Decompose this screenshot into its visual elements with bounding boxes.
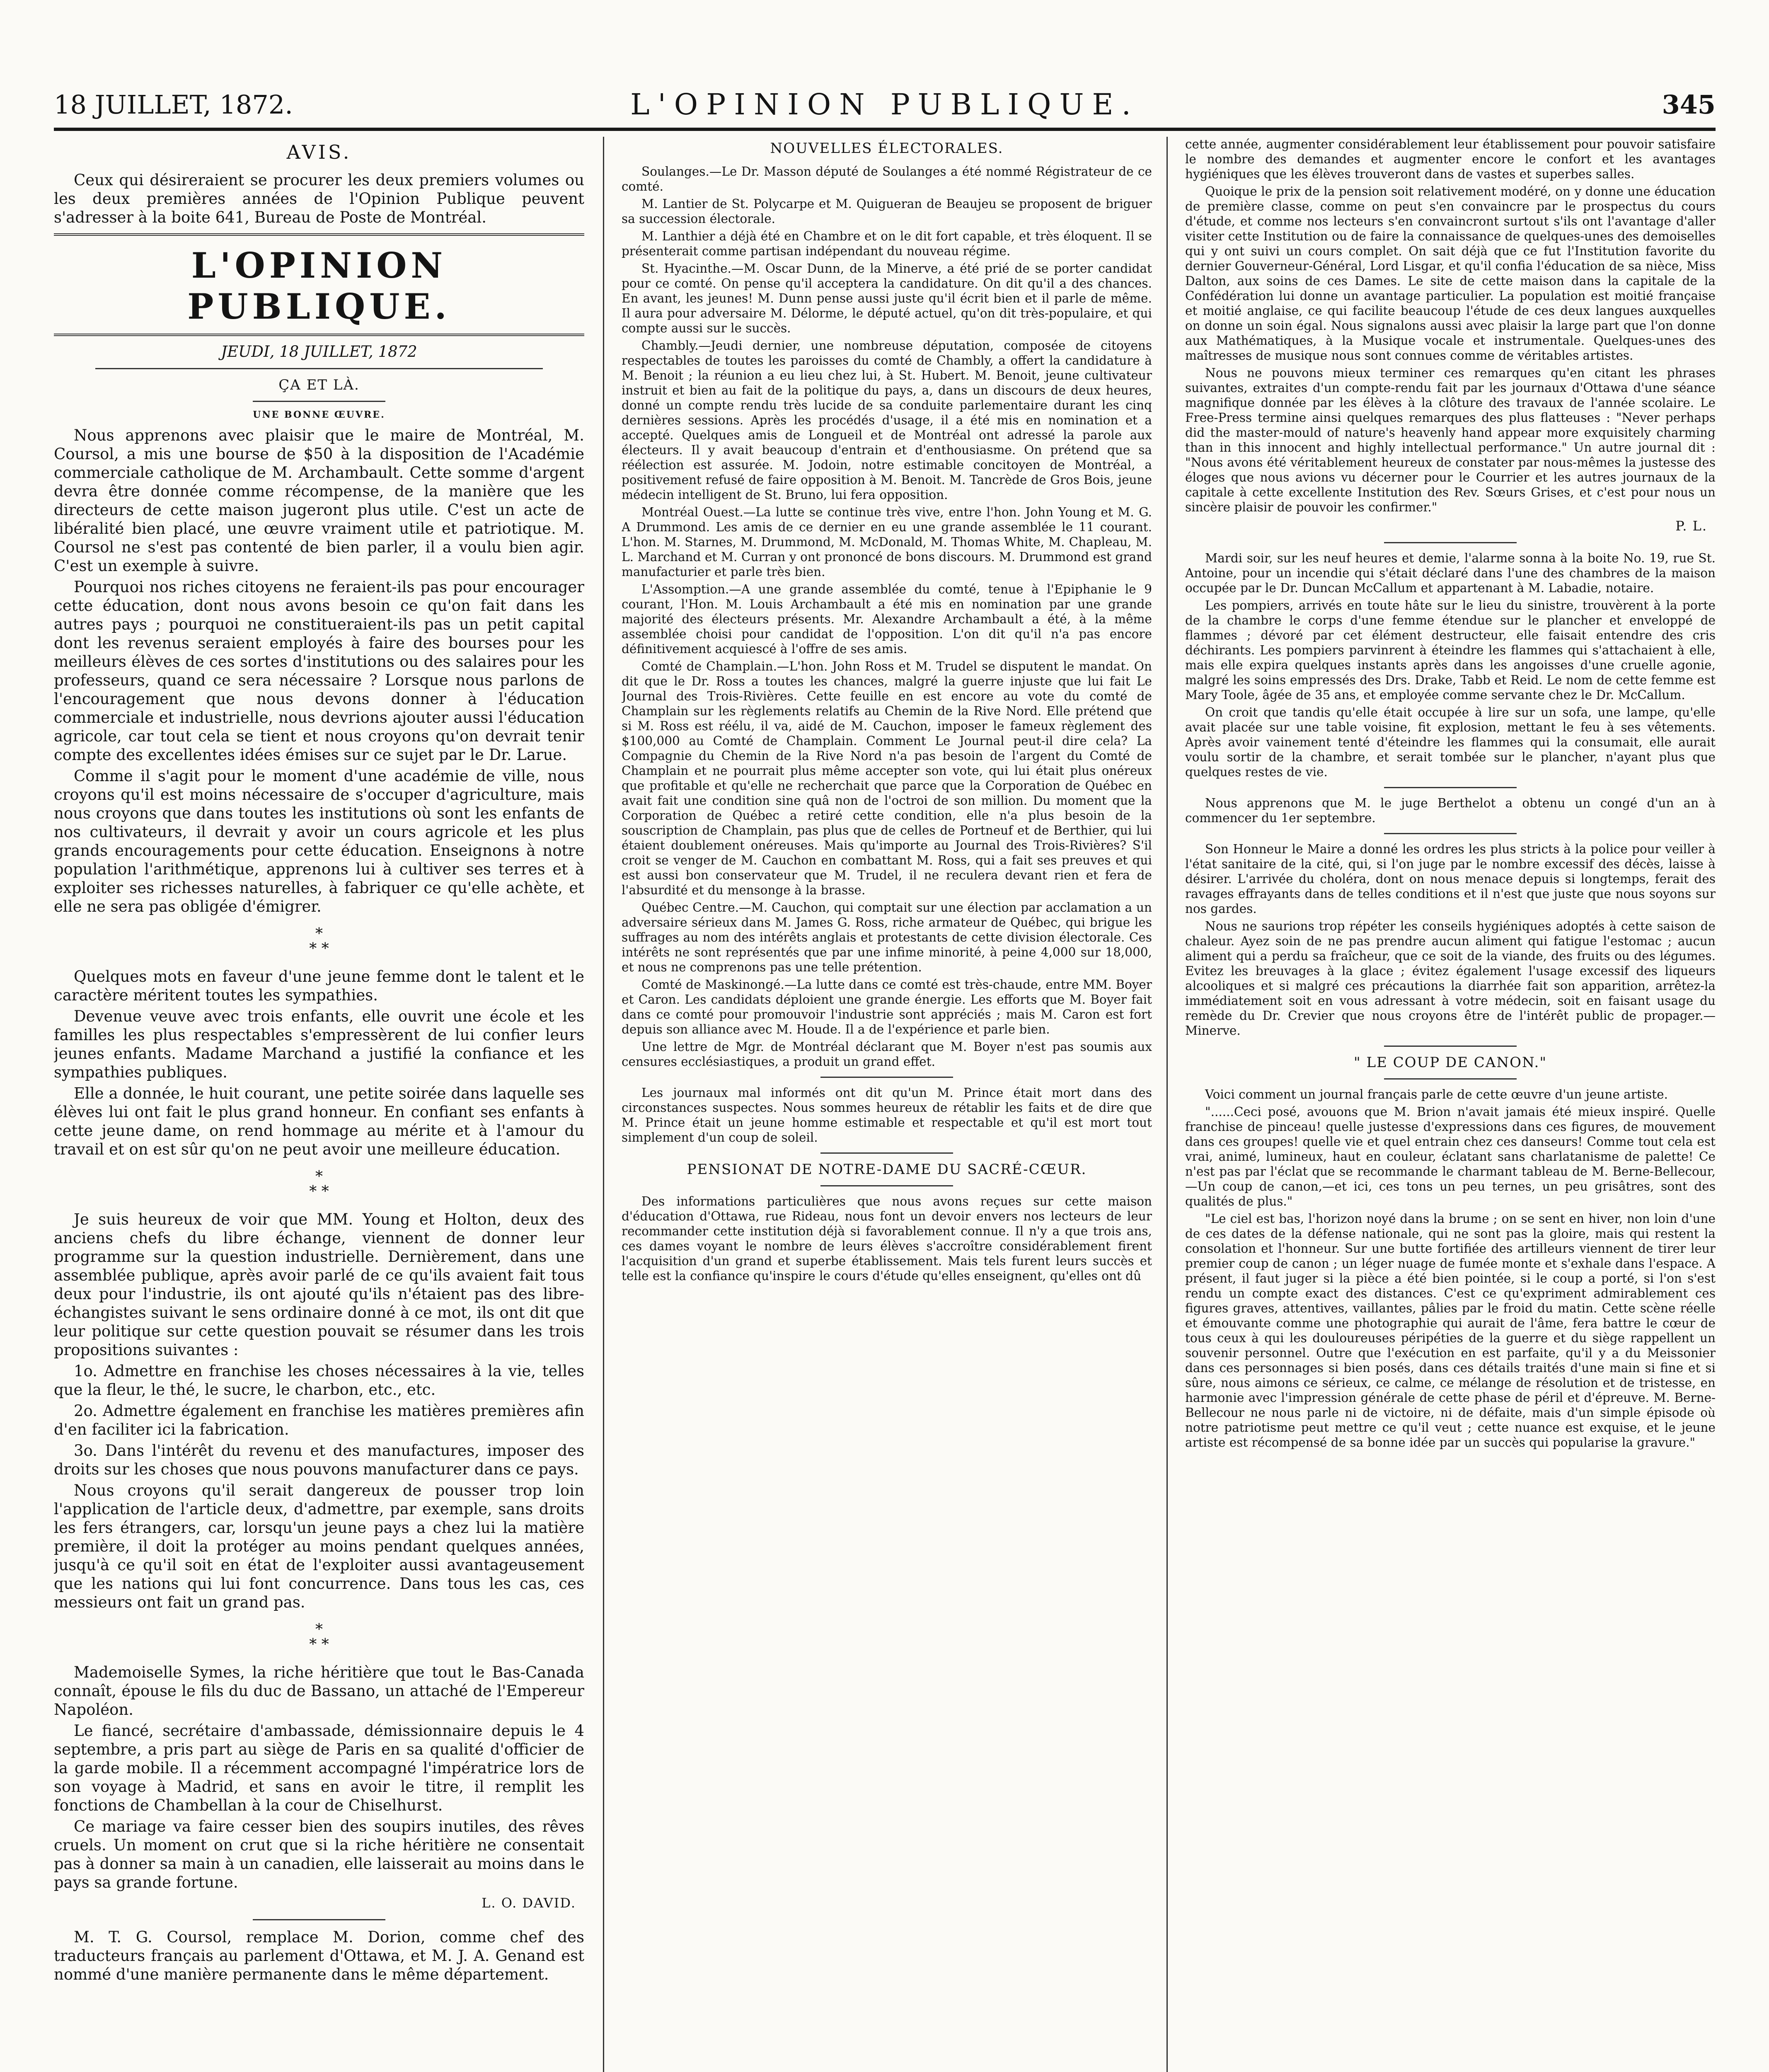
article-paragraph: 3o. Dans l'intérêt du revenu et des manufactures, imposer des droits sur les choses que nous pouvons manufacturer dans ce pays. [54, 1442, 584, 1478]
divider [253, 401, 385, 402]
issue-date: 18 JUILLET, 1872. [54, 90, 293, 120]
article-paragraph: Quoique le prix de la pension soit relativement modéré, on y donne une éducation de première classe, comme on peut s'en convaincre par le prospectus du cours d'étude, et comme nos lecteurs s'en convaincront surtout s'ils ont l'avantage d'aller visiter cette Institution ou de faire la connaissance de quelques-unes des demoiselles qui y ont suivi un cours complet. On sait déjà que ce fut l'Institution favorite du dernier Gouverneur-Général, Lord Lisgar, et qu'il confia l'éducation de sa nièce, Miss Dalton, aux soins de ces Dames. Le site de cette maison dans la capitale de la Confédération lui donne un avantage particulier. La population est moitié française et moitié anglaise, ce qui facilite beaucoup l'étude de ces deux langues auxquelles on donne un soin égal. Nous signalons aussi avec plaisir la large part que l'on donne aux Mathématiques, à la Musique vocale et instrumentale. Quelques-unes des maîtresses de musique nous sont connues comme de véritables artistes. [1185, 184, 1716, 363]
star-separator: * * * [309, 1621, 329, 1653]
article-paragraph: Nous apprenons avec plaisir que le maire de Montréal, M. Coursol, a mis une bourse de $50 à la disposition de l'Académie commerciale catholique de M. Archambault. Cette somme d'argent devra être donnée comme récompense, de la manière que les directeurs de cette maison jugeront plus utile. C'est un acte de libéralité bien placé, une œuvre vraiment utile et patriotique. M. Coursol ne s'est pas contenté de bien parler, il a voulu bien agir. C'est un exemple à suivre. [54, 426, 584, 575]
divider [95, 368, 543, 369]
avis-text: Ceux qui désireraient se procurer les deux premiers volumes ou les deux premières années de l'Opinion Publique peuvent s'adresser à la boite 641, Bureau de Poste de Montréal. [54, 171, 584, 226]
section-heading: " LE COUP DE CANON." [1354, 1054, 1547, 1071]
article-paragraph: On croit que tandis qu'elle était occupée à lire sur un sofa, une lampe, qu'elle avait placée sur une table voisine, fit explosion, mettant le feu à ses vêtements. Après avoir vainement tenté d'éteindre les flammes qui la consumait, elle aurait voulu sortir de la chambre, et serait tombée sur le plancher, n'ayant plus que quelques restes de vie. [1185, 705, 1716, 779]
article-paragraph: St. Hyacinthe.—M. Oscar Dunn, de la Minerve, a été prié de se porter candidat pour ce comté. On pense qu'il acceptera la candidature. On dit qu'il a des chances. En avant, les jeunes! M. Dunn pense aussi juste qu'il écrit bien et il parle de même. Il aura pour adversaire M. Délorme, le député actuel, qu'on dit très-populaire, et qui compte aussi sur le succès. [622, 261, 1152, 335]
article-paragraph: Voici comment un journal français parle de cette œuvre d'un jeune artiste. [1205, 1087, 1668, 1101]
article-paragraph: "Le ciel est bas, l'horizon noyé dans la brume ; on se sent en hiver, non loin d'une de ces dates de la défense nationale, qui ne sont pas la gloire, mais qui restent la consolation et l'honneur. Sur une butte fortifiée des artilleurs viennent de tirer leur premier coup de canon ; un léger nuage de fumée monte et s'exhale dans l'espace. A présent, il faut juger si la pièce a été bien pointée, si le coup a porté, si l'on s'est rendu un compte exact des distances. C'est ce qu'expriment admirablement ces figures graves, attentives, vaillantes, pâlies par le froid du matin. Cette scène réelle et émouvante comme une photographie qui aurait de l'âme, fera battre le cœur de tous ceux à qui les douloureuses péripéties de la guerre et du siège rappellent un souvenir personnel. Outre que l'exécution en est parfaite, qu'il y a du Meissonier dans ces personnages si bien posés, dans ces détails traités d'une main si fine et si sûre, nous aimons ce sérieux, ce calme, ce mélange de résolution et de tristesse, en harmonie avec l'impression générale de cette phase de péril et d'épreuve. M. Berne-Bellecour ne nous parle ni de victoire, ni de défaite, mais d'un simple épisode où notre patriotisme peut mettre ce qu'il veut ; cette nuance est exquise, et le jeune artiste est récompensé de sa bonne idée par un succès qui popularise la gravure." [1185, 1212, 1716, 1450]
article-paragraph: Pourquoi nos riches citoyens ne feraient-ils pas pour encourager cette éducation, dont nous avons besoin ce qu'on fait dans les autres pays ; pourquoi ne constitueraient-ils pas un petit capital dont les revenus seraient employés à faire des bourses pour les meilleurs élèves de ces sortes d'institutions ou des salaires pour les professeurs, quand ce sera nécessaire ? Lorsque nous parlons de l'encouragement que nous devons donner à l'éducation commerciale et industrielle, nous devrions ajouter aussi l'éducation agricole, car tout cela se tient et nous croyons qu'on devrait tenir compte des excellentes idées émises sur ce sujet par le Dr. Larue. [54, 578, 584, 764]
star-separator: * * * [309, 925, 329, 957]
divider [54, 233, 584, 236]
article-paragraph: Une lettre de Mgr. de Montréal déclarant que M. Boyer n'est pas soumis aux censures ecclésiastiques, a produit un grand effet. [622, 1040, 1152, 1069]
article-paragraph: Nous croyons qu'il serait dangereux de pousser trop loin l'application de l'article deux, d'admettre, par exemple, sans droits les fers étrangers, car, lorsqu'un jeune pays a chez lui la matière première, il doit la protéger au moins pendant quelques années, jusqu'à ce qu'il soit en état de l'exploiter aussi avantageusement que les nations qui lui font concurrence. Dans tous les cas, ces messieurs ont fait un grand pas. [54, 1481, 584, 1611]
article-paragraph: Comté de Champlain.—L'hon. John Ross et M. Trudel se disputent le mandat. On dit que le Dr. Ross a toutes les chances, malgré la guerre injuste que lui fait Le Journal des Trois-Rivières. Cette feuille en est encore au vote du comté de Champlain sur les règlements relatifs au Chemin de la Rive Nord. Elle prétend que si M. Ross est réélu, il va, aidé de M. Cauchon, imposer le fameux règlement des $100,000 au Comté de Champlain. Comment Le Journal peut-il dire cela? La Compagnie du Chemin de la Rive Nord n'a pas besoin de l'argent du Comté de Champlain et ne pourrait plus même accepter son vote, qui lui était plus onéreux que profitable et qu'elle ne recherchait que parce que la Corporation de Québec en avait fait une condition sine quâ non de l'octroi de son million. Du moment que la Corporation de Québec a retiré cette condition, elle n'a plus besoin de la souscription de Champlain, pas plus que de celles de Portneuf et de Berthier, qui lui étaient doublement onéreuses. Mais qu'importe au Journal des Trois-Rivières? S'il croit se venger de M. Cauchon en combattant M. Ross, qui a fait ses preuves et qui est aussi bon conservateur que M. Trudel, il ne reculera devant rien et fera de l'absurdité et du mensonge à la brasse. [622, 659, 1152, 897]
article-paragraph: Le fiancé, secrétaire d'ambassade, démissionnaire depuis le 4 septembre, a pris part au siège de Paris en sa qualité d'officier de la garde mobile. Il a récemment accompagné l'impératrice lors de son voyage à Madrid, et sans en avoir le titre, il remplit les fonctions de Chambellan à la cour de Chiselhurst. [54, 1722, 584, 1814]
masthead-rule [54, 128, 1716, 131]
article-paragraph: Chambly.—Jeudi dernier, une nombreuse députation, composée de citoyens respectables de toutes les paroisses du comté de Chambly, a offert la candidature à M. Benoit ; la réunion a eu lieu chez lui, à St. Hubert. M. Benoit, jeune cultivateur instruit et bien au fait de la politique du pays, a, dans un discours de deux heures, donné un compte rendu très lucide de sa conduite parlementaire durant les cinq dernières sessions. Après les procédés d'usage, il a été mis en nomination et a accepté. Quelques amis de Longueil et de Montréal ont adressé la parole aux électeurs. Il y avait beaucoup d'entrain et d'enthousiasme. On prétend que sa réélection est assurée. M. Jodoin, notre estimable concitoyen de Montréal, a positivement refusé de faire opposition à M. Benoit. M. Tancrède de Gros Bois, jeune médecin intelligent de St. Bruno, lui fera opposition. [622, 339, 1152, 502]
nameplate: L'OPINION PUBLIQUE. [187, 245, 451, 327]
article-paragraph: Nous ne pouvons mieux terminer ces remarques qu'en citant les phrases suivantes, extraites d'un compte-rendu fait par les journaux d'Ottawa d'une séance magnifique donnée par les élèves à la clôture des travaux de l'année scolaire. Le Free-Press termine ainsi quelques remarques des plus flatteuses : "Never perhaps did the master-mould of nature's heavenly hand appear more exquisitely charming than in this innocent and highly intellectual performance." Un autre journal dit : "Nous avons été véritablement heureux de constater par nous-mêmes la justesse des éloges que nous avions vu décerner pour le Courrier et les autres journaux de la capitale à cette excellente Institution des Rev. Sœurs Grises, et c'est pour nous un sincère plaisir de pouvoir les confirmer." [1185, 366, 1716, 514]
section-heading: ÇA ET LÀ. [278, 377, 360, 393]
article-paragraph: M. Lanthier a déjà été en Chambre et on le dit fort capable, et très éloquent. Il se présenterait comme partisan indépendant du nouveau régime. [622, 229, 1152, 258]
column-3 [1185, 137, 1716, 2072]
divider [820, 1185, 953, 1186]
page-number: 345 [1662, 90, 1716, 120]
article-paragraph: Devenue veuve avec trois enfants, elle ouvrit une école et les familles les plus respectables s'empressèrent de lui confier leurs jeunes enfants. Madame Marchand a justifié la confiance et les sympathies publiques. [54, 1007, 584, 1081]
article-paragraph: Son Honneur le Maire a donné les ordres les plus stricts à la police pour veiller à l'état sanitaire de la cité, qui, si l'on juge par le nombre excessif des décès, laisse à désirer. L'arrivée du choléra, dont on nous menace depuis si longtemps, ferait des ravages effrayants dans de telles conditions et il n'est que juste que nous soyons sur nos gardes. [1185, 842, 1716, 916]
article-paragraph: Les pompiers, arrivés en toute hâte sur le lieu du sinistre, trouvèrent à la porte de la chambre le corps d'une femme étendue sur le plancher et enveloppé de flammes ; dévoré par cet élément destructeur, elle faisait entendre des cris déchirants. Les pompiers parvinrent à éteindre les flammes qui s'attachaient à elle, mais elle expira quelques instants après dans les angoisses d'une cruelle agonie, malgré les soins empressés des Drs. Drake, Tabb et Reid. Le nom de cette femme est Mary Toole, âgée de 35 ans, et employée comme servante chez le Dr. McCallum. [1185, 598, 1716, 702]
article-paragraph: Québec Centre.—M. Cauchon, qui comptait sur une élection par acclamation a un adversaire sérieux dans M. James G. Ross, riche armateur de Québec, qui brigue les suffrages au nom des intérêts anglais et protestants de cette division électorale. Ces intérêts ne sont représentés que par une infime minorité, à peine 4,000 sur 18,000, et nous ne comprenons pas une telle prétention. [622, 900, 1152, 974]
article-paragraph: Les journaux mal informés ont dit qu'un M. Prince était mort dans des circonstances suspectes. Nous sommes heureux de rétablir les faits et de dire que M. Prince était un jeune homme estimable et respectable et qu'il est mort tout simplement d'un coup de soleil. [622, 1086, 1152, 1145]
star-separator: * * * [309, 1168, 329, 1200]
section-heading: PENSIONAT DE NOTRE-DAME DU SACRÉ-CŒUR. [687, 1161, 1087, 1178]
article-paragraph: 1o. Admettre en franchise les choses nécessaires à la vie, telles que la fleur, le thé, le sucre, le charbon, etc., etc. [54, 1362, 584, 1399]
article-paragraph: Mardi soir, sur les neuf heures et demie, l'alarme sonna à la boite No. 19, rue St. Antoine, pour un incendie qui s'était déclaré dans l'une des chambres de la maison occupée par le Dr. Duncan McCallum et appartenant à M. Labadie, notaire. [1185, 551, 1716, 595]
divider [54, 334, 584, 336]
divider [1384, 1046, 1517, 1047]
column-divider [603, 137, 604, 2072]
article-paragraph: M. T. G. Coursol, remplace M. Dorion, comme chef des traducteurs français au parlement d'Ottawa, et M. J. A. Genand est nommé d'une manière permanente dans le même département. [54, 1928, 584, 1983]
avis-heading: AVIS. [286, 141, 352, 163]
article-paragraph: Quelques mots en faveur d'une jeune femme dont le talent et le caractère méritent toutes les sympathies. [54, 968, 584, 1004]
divider [1384, 787, 1517, 788]
column-1 [54, 137, 584, 2072]
masthead [54, 81, 1716, 122]
article-paragraph: Ce mariage va faire cesser bien des soupirs inutiles, des rêves cruels. Un moment on crut que si la riche héritière ne consentait pas à donner sa main à un canadien, elle laisserait au moins dans le pays sa grande fortune. [54, 1818, 584, 1891]
divider [1384, 1078, 1517, 1080]
article-paragraph: Je suis heureux de voir que MM. Young et Holton, deux des anciens chefs du libre échange, viennent de donner leur programme sur la question industrielle. Dernièrement, dans une assemblée publique, après avoir parlé de ce qu'ils avaient fait tous deux pour l'industrie, ils ont ajouté qu'ils n'étaient pas des libre-échangistes suivant le sens ordinaire donné à ce mot, ils ont dit que leur politique sur cette question pouvait se résumer dans les trois propositions suivantes : [54, 1210, 584, 1359]
signature: L. O. DAVID. [482, 1895, 576, 1911]
newspaper-title: L'OPINION PUBLIQUE. [630, 87, 1139, 121]
article-paragraph: Comme il s'agit pour le moment d'une académie de ville, nous croyons qu'il est moins nécessaire de s'occuper d'agriculture, mais nous croyons que dans toutes les institutions où sont les enfants de nos cultivateurs, il devrait y avoir un cours agricole et les plus grands encouragements pour cette éducation. Enseignons à notre population l'arithmétique, apprenons lui à cultiver ses terres et à exploiter ses richesses naturelles, à fabriquer ce qu'elle achète, et elle ne sera pas obligée d'émigrer. [54, 767, 584, 915]
article-paragraph: 2o. Admettre également en franchise les matières premières afin d'en faciliter ici la fabrication. [54, 1402, 584, 1438]
section-heading: NOUVELLES ÉLECTORALES. [770, 140, 1004, 157]
divider [1384, 833, 1517, 834]
article-paragraph: L'Assomption.—A une grande assemblée du comté, tenue à l'Epiphanie le 9 courant, l'Hon. M. Louis Archambault a été mis en nomination par une grande majorité des électeurs présents. Mr. Alexandre Archambault a été, à la même assemblée choisi pour candidat de l'opposition. L'on dit qu'il n'a pas encore définitivement acquiescé à l'offre de ses amis. [622, 582, 1152, 656]
article-paragraph: Elle a donnée, le huit courant, une petite soirée dans laquelle ses élèves lui ont fait le plus grand honneur. En confiant ses enfants à cette jeune dame, on rend hommage au mérite et à l'amour du travail et on est sûr qu'on ne peut avoir une meilleure éducation. [54, 1084, 584, 1158]
divider [253, 1919, 385, 1920]
article-paragraph: Comté de Maskinongé.—La lutte dans ce comté est très-chaude, entre MM. Boyer et Caron. Les candidats déploient une grande énergie. Les efforts que M. Boyer fait dans ce comté pour promouvoir l'industrie sont appréciés ; mais M. Caron est fort depuis son alliance avec M. Houde. Il a de l'expérience et parle bien. [622, 978, 1152, 1036]
dateline: JEUDI, 18 JUILLET, 1872 [221, 343, 417, 361]
article-paragraph: Soulanges.—Le Dr. Masson député de Soulanges a été nommé Régistrateur de ce comté. [622, 165, 1152, 194]
article-paragraph: cette année, augmenter considérablement leur établissement pour pouvoir satisfaire le nombre des demandes et augmenter encore le confort et les avantages hygiéniques que les élèves trouveront dans de vastes et superbes salles. [1185, 137, 1716, 181]
article-paragraph: M. Lantier de St. Polycarpe et M. Quigueran de Beaujeu se proposent de briguer sa succession électorale. [622, 197, 1152, 226]
article-paragraph: Nous ne saurions trop répéter les conseils hygiéniques adoptés à cette saison de chaleur. Ayez soin de ne pas prendre aucun aliment qui fatigue l'estomac ; aucun aliment qui a perdu sa fraîcheur, que ce soit de la viande, des fruits ou des légumes. Evitez les breuvages à la glace ; évitez également l'usage excessif des liqueurs alcooliques et si malgré ces précautions la diarrhée fait son apparition, arrêtez-la immédiatement soit en vous adressant à votre médecin, soit en faisant usage du remède du Dr. Crevier que nous croyons être de l'intérêt public de propager.—Minerve. [1185, 919, 1716, 1038]
divider [1384, 542, 1517, 543]
column-2 [622, 137, 1152, 2072]
article-paragraph: "......Ceci posé, avouons que M. Brion n'avait jamais été mieux inspiré. Quelle franchise de pinceau! quelle justesse d'expressions dans ces figures, de mouvement dans ces groupes! quelle vie et quel entrain chez ces danseurs! Comme tout cela est vrai, animé, lumineux, haut en couleur, éclatant sans charlatanisme de palette! Ce n'est pas par l'éclat que se recommande le charmant tableau de M. Berne-Bellecour,—Un coup de canon,—et ici, ces tons un peu ternes, un peu grisâtres, sont des qualités de plus." [1185, 1105, 1716, 1208]
article-paragraph: Montréal Ouest.—La lutte se continue très vive, entre l'hon. John Young et M. G. A Drummond. Les amis de ce dernier en eu une grande assemblée le 11 courant. L'hon. M. Starnes, M. Drummond, M. McDonald, M. Thomas White, M. Chapleau, M. L. Marchand et M. Curran y ont prononcé de bons discours. M. Drummond est grand manufacturier et parle très bien. [622, 505, 1152, 579]
signature: P. L. [1675, 518, 1707, 534]
divider [820, 1077, 953, 1078]
article-paragraph: Mademoiselle Symes, la riche héritière que tout le Bas-Canada connaît, épouse le fils du duc de Bassano, un attaché de l'Empereur Napoléon. [54, 1663, 584, 1719]
divider [820, 1152, 953, 1154]
sub-heading: UNE BONNE ŒUVRE. [253, 409, 385, 420]
article-paragraph: Nous apprenons que M. le juge Berthelot a obtenu un congé d'un an à commencer du 1er septembre. [1185, 796, 1716, 825]
article-paragraph: Des informations particulières que nous avons reçues sur cette maison d'éducation d'Ottawa, rue Rideau, nous font un devoir envers nos lecteurs de leur recommander cette institution déjà si favorablement connue. Il n'y a que trois ans, ces dames voyant le nombre de leurs élèves s'accroître considérablement firent l'acquisition d'un grand et superbe établissement. Mais tels furent leurs succès et telle est la confiance qu'inspire le cours d'étude qu'elles enseignent, qu'elles ont dû [622, 1194, 1152, 1283]
column-divider [1166, 137, 1168, 2072]
